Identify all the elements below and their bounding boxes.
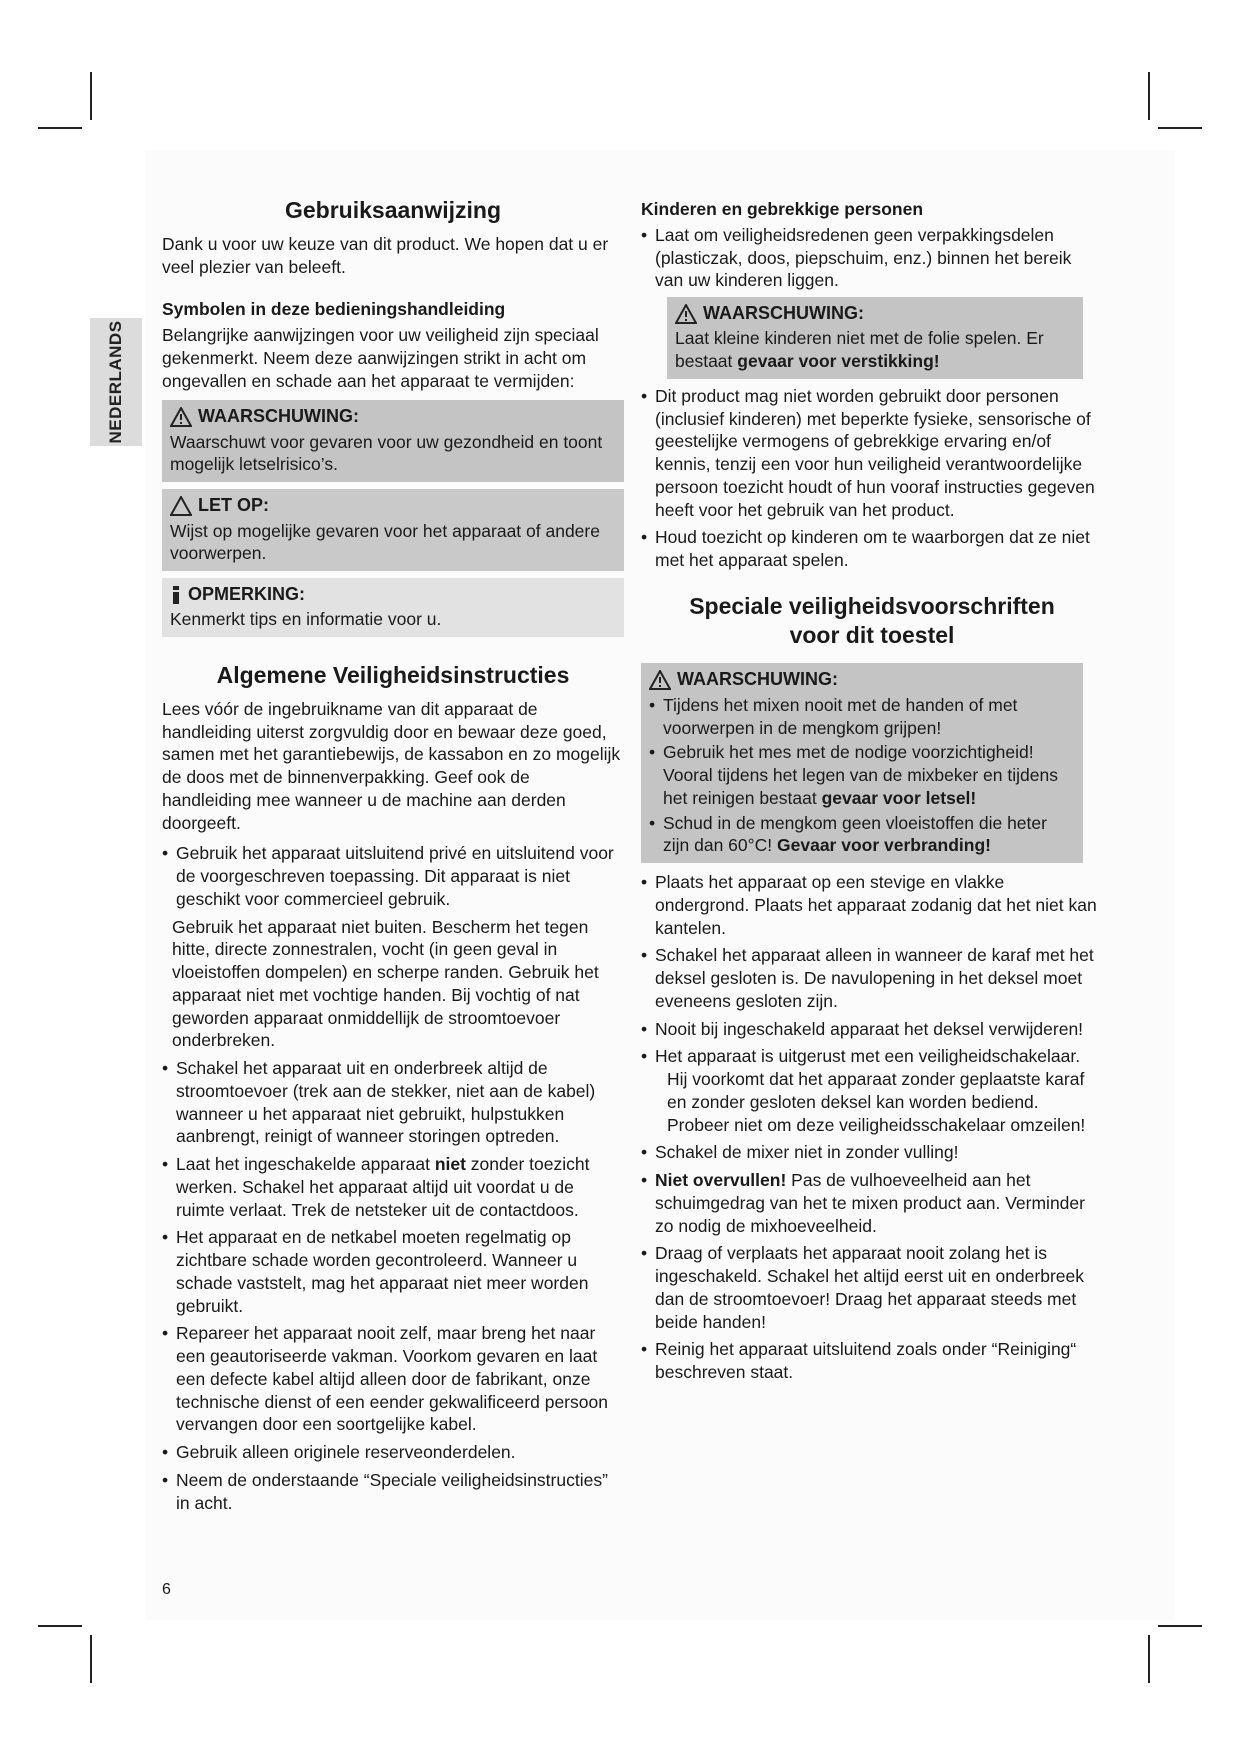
caution-box	[162, 489, 624, 571]
list-item: • Tijdens het mixen nooit met de handen of met voorwerpen in de mengkom grijpen!	[649, 694, 1018, 738]
warning-header	[649, 668, 1075, 691]
list-item: • Reinig het apparaat uitsluitend zoals onder “Reiniging“ beschreven staat.	[641, 1339, 1077, 1383]
page-number: 6	[162, 1581, 171, 1598]
list-item: • Plaats het apparaat op een stevige en vlakke ondergrond. Plaats het apparaat zodanig dat het niet kan kantelen.	[641, 872, 1097, 938]
right-column	[641, 196, 1103, 1389]
list-item: • Dit product mag niet worden gebruikt door personen (inclusief kinderen) met beperkte fysieke, sensorische of geestelijke vermogens of gebrekkige ervaring en/of kennis, tenzij een voor hun veiligheid verantwoordelijke persoon toezicht houdt of hun vooraf instructies gegeven heeft voor het gebruik van het product.	[641, 385, 1095, 520]
warning-label: WAARSCHUWING:	[198, 406, 359, 427]
symbols-text: Belangrijke aanwijzingen voor uw veiligheid zijn speciaal gekenmerkt. Neem deze aanwijzingen strikt in acht om ongevallen en schade aan het apparaat te vermijden:	[162, 325, 599, 391]
list-item: • Het apparaat is uitgerust met een veiligheidschakelaar. Hij voorkomt dat het apparaat zonder geplaatste karaf en zonder gesloten deksel kan worden bediend. Probeer niet om deze veiligheidsschakelaar omzeilen!	[641, 1046, 1086, 1135]
list-item: • Schakel het apparaat uit en onderbreek altijd de stroomtoevoer (trek aan de stekker, niet aan de kabel) wanneer u het apparaat niet gebruikt, hulpstukken aanbrengt, reinigt of wanneer storingen optreden.	[162, 1058, 596, 1147]
warning-label: WAARSCHUWING:	[677, 669, 838, 690]
list-item: • Laat het ingeschakelde apparaat niet zonder toezicht werken. Schakel het apparaat altijd uit voordat u de ruimte verlaat. Trek de netsteker uit de contactdoos.	[162, 1154, 590, 1220]
children-heading: Kinderen en gebrekkige personen	[641, 199, 924, 219]
children-list	[641, 224, 1103, 292]
warning-text: Waarschuwt voor gevaren voor uw gezondheid en toont mogelijk letselrisico’s.	[170, 431, 603, 475]
caution-label: LET OP:	[198, 495, 269, 516]
crop-mark	[90, 1635, 92, 1683]
children-list-cont	[641, 385, 1103, 572]
list-item: • Schud in de mengkom geen vloeistoffen die heter zijn dan 60°C! Gevaar voor verbranding!	[649, 812, 1047, 856]
list-item: • Het apparaat en de netkabel moeten regelmatig op zichtbare schade worden gecontroleerd. Wanneer u schade vaststelt, mag het apparaat niet meer worden gebruikt.	[162, 1227, 589, 1316]
list-item: • Gebruik het mes met de nodige voorzichtigheid! Vooral tijdens het legen van de mixbeker en tijdens het reinigen bestaat gevaar voor letsel!	[649, 742, 1058, 808]
warning-triangle-icon	[170, 407, 192, 427]
left-column	[162, 196, 624, 1519]
special-safety-title: Speciale veiligheidsvoorschriften voor dit toestel	[689, 592, 1055, 648]
crop-mark	[1158, 127, 1202, 129]
warning-box	[641, 663, 1083, 863]
page-title: Gebruiksaanwijzing	[285, 197, 501, 223]
crop-mark	[1158, 1625, 1202, 1627]
language-tab	[90, 318, 142, 446]
list-item: • Laat om veiligheidsredenen geen verpakkingsdelen (plasticzak, doos, piepschuim, enz.) binnen het bereik van uw kinderen liggen.	[641, 224, 1072, 291]
list-item: • Schakel het apparaat alleen in wanneer de karaf met het deksel gesloten is. De navulopening in het deksel moet eveneens gesloten zijn.	[641, 945, 1094, 1011]
warning-label: WAARSCHUWING:	[703, 303, 864, 323]
note-label: OPMERKING:	[188, 584, 305, 605]
warning-triangle-icon	[649, 670, 671, 690]
crop-mark	[38, 1625, 82, 1627]
list-item: • Gebruik het apparaat uitsluitend privé en uitsluitend voor de voorgeschreven toepassing. Dit apparaat is niet geschikt voor commercieel gebruik.	[162, 843, 614, 909]
crop-mark	[90, 72, 92, 120]
list-item: • Houd toezicht op kinderen om te waarborgen dat ze niet met het apparaat spelen.	[641, 527, 1090, 571]
warning-triangle-icon	[675, 304, 697, 324]
crop-mark	[38, 127, 82, 129]
caution-header	[170, 494, 616, 517]
general-safety-title: Algemene Veiligheidsinstructies	[216, 662, 570, 689]
warning-box	[667, 297, 1083, 379]
list-item: • Nooit bij ingeschakeld apparaat het deksel verwijderen!	[641, 1018, 1084, 1039]
warning-list	[649, 694, 1075, 857]
list-item: • Draag of verplaats het apparaat nooit zolang het is ingeschakeld. Schakel het altijd eerst uit en onderbreek dan de stroomtoevoer! Draag het apparaat steeds met beide handen!	[641, 1243, 1085, 1332]
special-safety-list	[641, 871, 1103, 1384]
warning-text: Laat kleine kinderen niet met de folie spelen. Er bestaat gevaar voor verstikking!	[675, 328, 1044, 372]
note-text: Kenmerkt tips en informatie voor u.	[170, 609, 442, 630]
crop-mark	[1148, 1635, 1150, 1683]
crop-mark	[1148, 72, 1150, 120]
list-item: Gebruik het apparaat niet buiten. Bescherm het tegen hitte, directe zonnestralen, vocht (in geen geval in vloeistoffen dompelen) en scherpe randen. Gebruik het apparaat niet met vochtige handen. Bij vochtig of nat geworden apparaat onmiddellijk de stroomtoevoer onderbreken.	[172, 916, 599, 1051]
list-item: • Gebruik alleen originele reserveonderdelen.	[162, 1442, 516, 1463]
list-item: • Schakel de mixer niet in zonder vulling!	[641, 1142, 959, 1163]
list-item: • Niet overvullen! Pas de vulhoeveelheid aan het schuimgedrag van het te mixen product aan. Verminder zo nodig de mixhoeveelheid.	[641, 1170, 1085, 1236]
warning-header	[170, 405, 616, 428]
general-safety-list	[162, 842, 624, 1514]
caution-triangle-icon	[170, 496, 192, 516]
note-box	[162, 578, 624, 637]
caution-text: Wijst op mogelijke gevaren voor het apparaat of andere voorwerpen.	[170, 520, 600, 564]
intro-text: Dank u voor uw keuze van dit product. We hopen dat u er veel plezier van beleeft.	[162, 233, 609, 277]
info-icon	[170, 585, 182, 605]
general-intro: Lees vóór de ingebruikname van dit apparaat de handleiding uiterst zorgvuldig door en bewaar deze goed, samen met het garantiebewijs, de kassabon en zo mogelijk de doos met de binnenverpakking. Geef ook de handleiding mee wanneer u de machine aan derden doorgeeft.	[162, 698, 621, 833]
list-item: • Neem de onderstaande “Speciale veiligheidsinstructies” in acht.	[162, 1469, 608, 1513]
warning-header	[675, 302, 1075, 325]
list-item: • Repareer het apparaat nooit zelf, maar breng het naar een geautoriseerde vakman. Voorkom gevaren en laat een defecte kabel altijd alleen door de fabrikant, onze technische dienst of een eender gekwalificeerd persoon vervangen door een soortgelijke kabel.	[162, 1323, 608, 1435]
note-header	[170, 583, 616, 606]
warning-box	[162, 400, 624, 482]
symbols-heading: Symbolen in deze bedieningshandleiding	[162, 299, 506, 320]
language-tab-label: NEDERLANDS	[105, 320, 125, 444]
